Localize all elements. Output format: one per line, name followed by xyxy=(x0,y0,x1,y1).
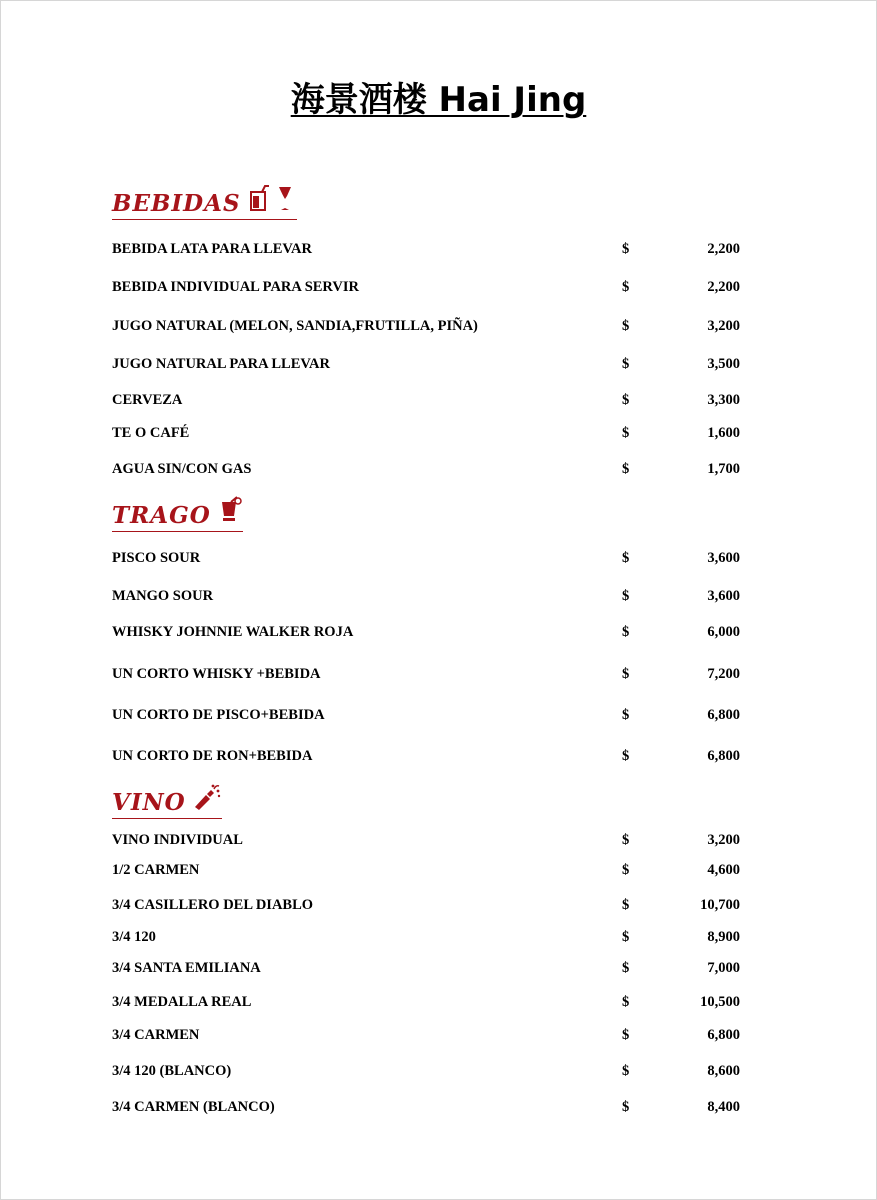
item-currency: $ xyxy=(622,748,630,764)
item-price: 10,700 xyxy=(700,897,740,913)
item-currency: $ xyxy=(622,425,630,441)
item-currency: $ xyxy=(622,461,630,477)
item-price: 2,200 xyxy=(707,241,740,257)
item-price: 3,200 xyxy=(707,832,740,848)
item-name: WHISKY JOHNNIE WALKER ROJA xyxy=(112,624,354,640)
item-name: VINO INDIVIDUAL xyxy=(112,832,243,848)
item-currency: $ xyxy=(622,318,630,334)
menu-item xyxy=(112,459,752,479)
item-price: 6,800 xyxy=(707,748,740,764)
menu-item xyxy=(112,423,752,443)
juice-box-and-wine-glass-icon xyxy=(247,184,297,217)
menu-item xyxy=(112,390,752,410)
item-price: 3,200 xyxy=(707,318,740,334)
champagne-bottle-icon xyxy=(192,783,222,816)
item-currency: $ xyxy=(622,588,630,604)
item-currency: $ xyxy=(622,707,630,723)
menu-item xyxy=(112,1097,752,1117)
item-price: 8,900 xyxy=(707,929,740,945)
item-price: 7,000 xyxy=(707,960,740,976)
item-name: 3/4 CARMEN xyxy=(112,1027,200,1043)
menu-item xyxy=(112,746,752,766)
menu-item xyxy=(112,895,752,915)
menu-item xyxy=(112,664,752,684)
item-price: 7,200 xyxy=(707,666,740,682)
item-name: 1/2 CARMEN xyxy=(112,862,200,878)
item-name: JUGO NATURAL PARA LLEVAR xyxy=(112,356,330,372)
item-currency: $ xyxy=(622,624,630,640)
menu-item xyxy=(112,316,752,336)
menu-item xyxy=(112,830,752,850)
item-name: UN CORTO DE RON+BEBIDA xyxy=(112,748,313,764)
item-name: TE O CAFÉ xyxy=(112,425,190,441)
item-name: BEBIDA INDIVIDUAL PARA SERVIR xyxy=(112,279,359,295)
item-price: 1,600 xyxy=(707,425,740,441)
section-heading-label: BEBIDAS xyxy=(112,190,241,217)
item-price: 3,600 xyxy=(707,588,740,604)
menu-item xyxy=(112,277,752,297)
item-price: 3,600 xyxy=(707,550,740,566)
menu-item xyxy=(112,622,752,642)
item-currency: $ xyxy=(622,666,630,682)
cocktail-glass-icon xyxy=(217,496,243,529)
item-price: 1,700 xyxy=(707,461,740,477)
menu-item xyxy=(112,354,752,374)
item-currency: $ xyxy=(622,356,630,372)
item-price: 10,500 xyxy=(700,994,740,1010)
menu-item xyxy=(112,1025,752,1045)
item-name: 3/4 MEDALLA REAL xyxy=(112,994,252,1010)
item-currency: $ xyxy=(622,832,630,848)
menu-item xyxy=(112,992,752,1012)
item-price: 6,800 xyxy=(707,1027,740,1043)
menu-item xyxy=(112,927,752,947)
item-currency: $ xyxy=(622,392,630,408)
item-currency: $ xyxy=(622,1099,630,1115)
item-name: UN CORTO WHISKY +BEBIDA xyxy=(112,666,321,682)
item-price: 8,400 xyxy=(707,1099,740,1115)
menu-item xyxy=(112,586,752,606)
menu-item xyxy=(112,239,752,259)
item-name: 3/4 SANTA EMILIANA xyxy=(112,960,261,976)
item-price: 4,600 xyxy=(707,862,740,878)
item-name: BEBIDA LATA PARA LLEVAR xyxy=(112,241,312,257)
section-heading-trago xyxy=(112,496,243,532)
menu-item xyxy=(112,548,752,568)
item-currency: $ xyxy=(622,550,630,566)
menu-item xyxy=(112,958,752,978)
menu-item xyxy=(112,705,752,725)
item-name: 3/4 120 (BLANCO) xyxy=(112,1063,232,1079)
item-name: PISCO SOUR xyxy=(112,550,201,566)
section-heading-label: TRAGO xyxy=(112,502,211,529)
item-price: 6,800 xyxy=(707,707,740,723)
item-name: 3/4 120 xyxy=(112,929,156,945)
item-currency: $ xyxy=(622,241,630,257)
item-price: 3,500 xyxy=(707,356,740,372)
section-heading-label: VINO xyxy=(112,789,186,816)
item-price: 2,200 xyxy=(707,279,740,295)
item-currency: $ xyxy=(622,1027,630,1043)
item-price: 6,000 xyxy=(707,624,740,640)
item-name: JUGO NATURAL (MELON, SANDIA,FRUTILLA, PIÑA) xyxy=(112,318,478,334)
item-name: 3/4 CASILLERO DEL DIABLO xyxy=(112,897,314,913)
item-currency: $ xyxy=(622,279,630,295)
item-currency: $ xyxy=(622,960,630,976)
item-currency: $ xyxy=(622,929,630,945)
section-heading-vino xyxy=(112,783,222,819)
item-name: MANGO SOUR xyxy=(112,588,214,604)
section-heading-bebidas xyxy=(112,184,297,220)
page-title: 海景酒楼 Hai Jing xyxy=(290,80,587,120)
item-name: UN CORTO DE PISCO+BEBIDA xyxy=(112,707,325,723)
item-currency: $ xyxy=(622,994,630,1010)
item-currency: $ xyxy=(622,1063,630,1079)
menu-item xyxy=(112,860,752,880)
item-currency: $ xyxy=(622,897,630,913)
item-name: 3/4 CARMEN (BLANCO) xyxy=(112,1099,275,1115)
item-currency: $ xyxy=(622,862,630,878)
item-price: 3,300 xyxy=(707,392,740,408)
menu-item xyxy=(112,1061,752,1081)
item-name: CERVEZA xyxy=(112,392,183,408)
item-name: AGUA SIN/CON GAS xyxy=(112,461,252,477)
item-price: 8,600 xyxy=(707,1063,740,1079)
